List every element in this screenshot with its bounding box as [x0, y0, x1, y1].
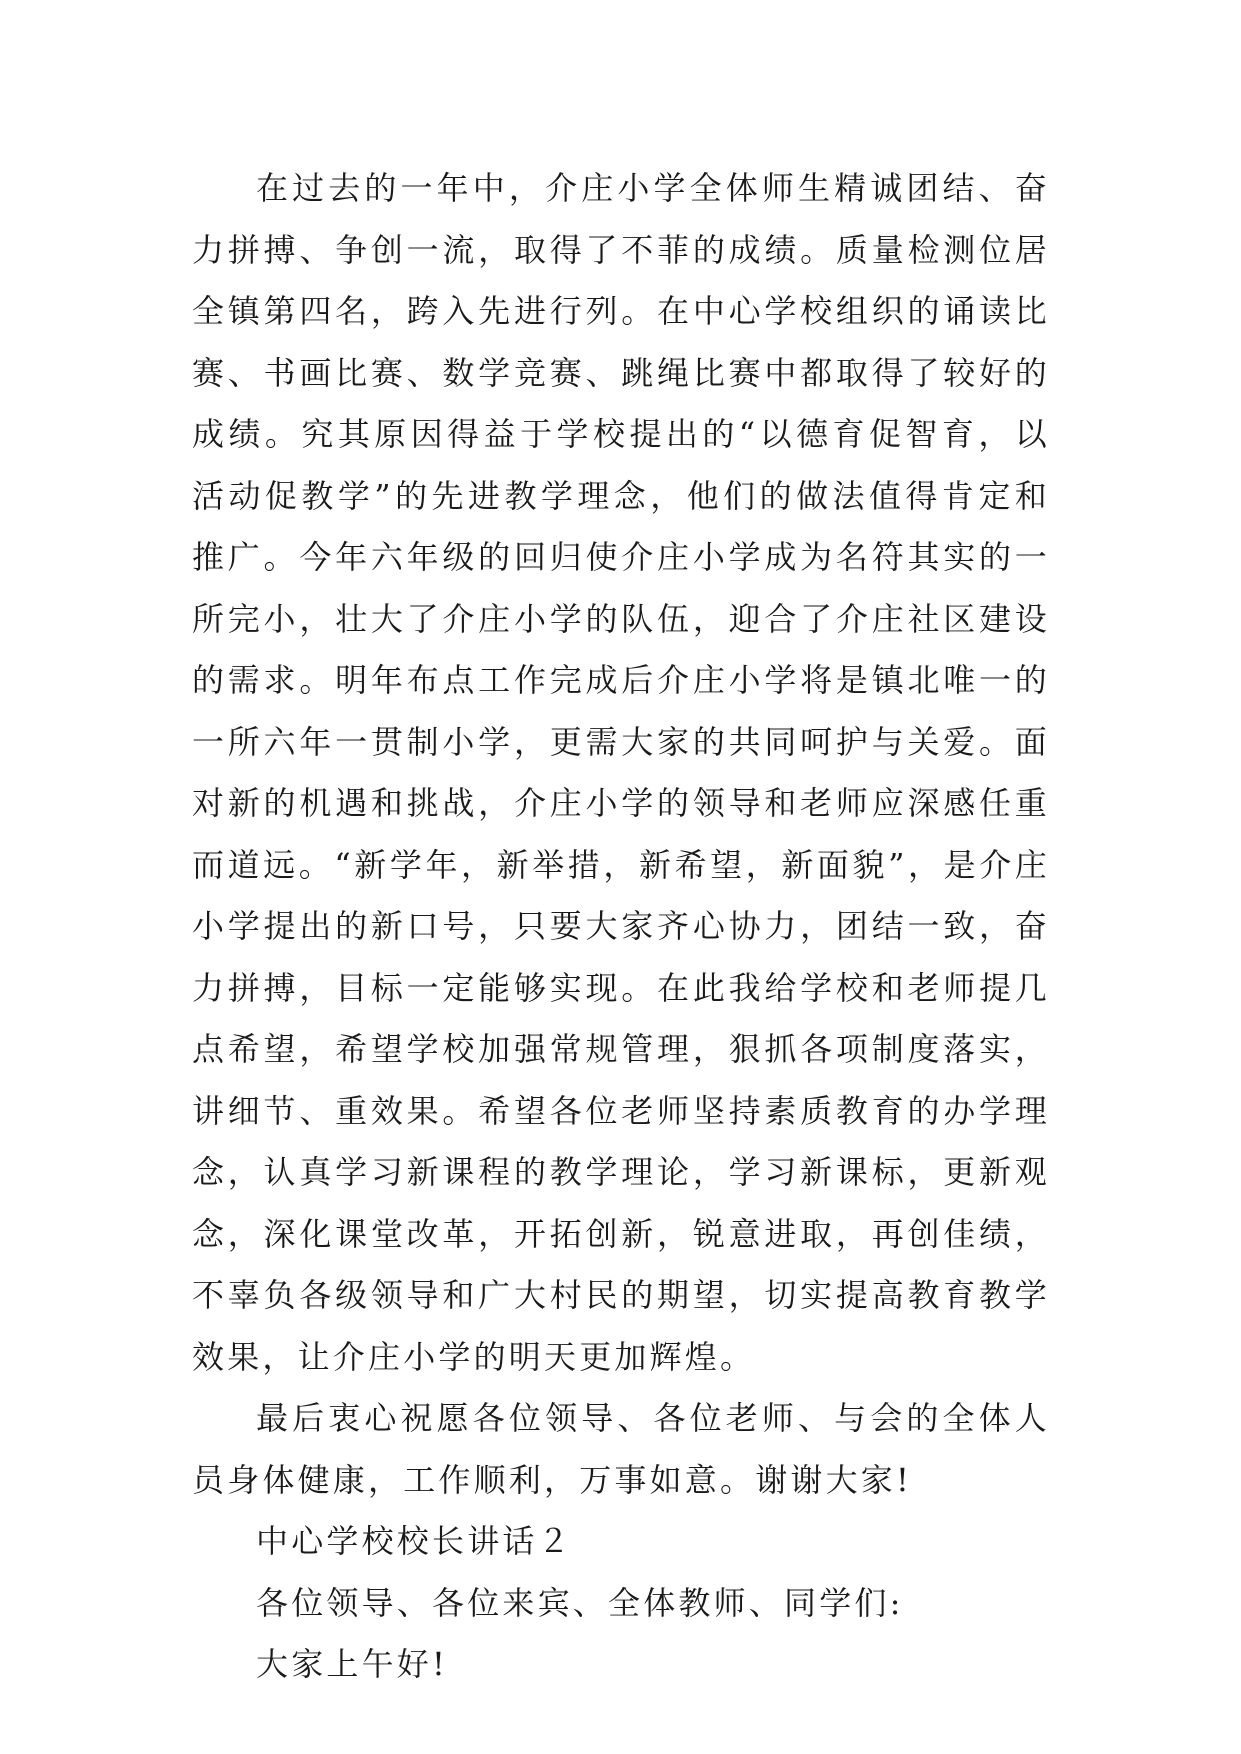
- body-paragraph: 在过去的一年中，介庄小学全体师生精诚团结、奋力拼搏、争创一流，取得了不菲的成绩。质量检测位居全镇第四名，跨入先进行列。在中心学校组织的诵读比赛、书画比赛、数学竞赛、跳绳比赛中都取得了较好的成绩。究其原因得益于学校提出的“以德育促智育，以活动促教学”的先进教学理念，他们的做法值得肯定和推广。今年六年级的回归使介庄小学成为名符其实的一所完小，壮大了介庄小学的队伍，迎合了介庄社区建设的需求。明年布点工作完成后介庄小学将是镇北唯一的一所六年一贯制小学，更需大家的共同呵护与关爱。面对新的机遇和挑战，介庄小学的领导和老师应深感任重而道远。“新学年，新举措，新希望，新面貌”，是介庄小学提出的新口号，只要大家齐心协力，团结一致，奋力拼搏，目标一定能够实现。在此我给学校和老师提几点希望，希望学校加强常规管理，狠抓各项制度落实，讲细节、重效果。希望各位老师坚持素质教育的办学理念，认真学习新课程的教学理论，学习新课标，更新观念，深化课堂改革，开拓创新，锐意进取，再创佳绩，不辜负各级领导和广大村民的期望，切实提高教育教学效果，让介庄小学的明天更加辉煌。: [192, 169, 1050, 1376]
- salutation-line: 各位领导、各位来宾、全体教师、同学们:: [256, 1583, 904, 1622]
- speech-heading: 中心学校校长讲话２: [256, 1522, 573, 1560]
- greeting-line: 大家上午好!: [256, 1645, 449, 1683]
- closing-paragraph: 最后衷心祝愿各位领导、各位老师、与会的全体人员身体健康，工作顺利，万事如意。谢谢大家!: [192, 1399, 1050, 1499]
- document-body: [192, 158, 1050, 1696]
